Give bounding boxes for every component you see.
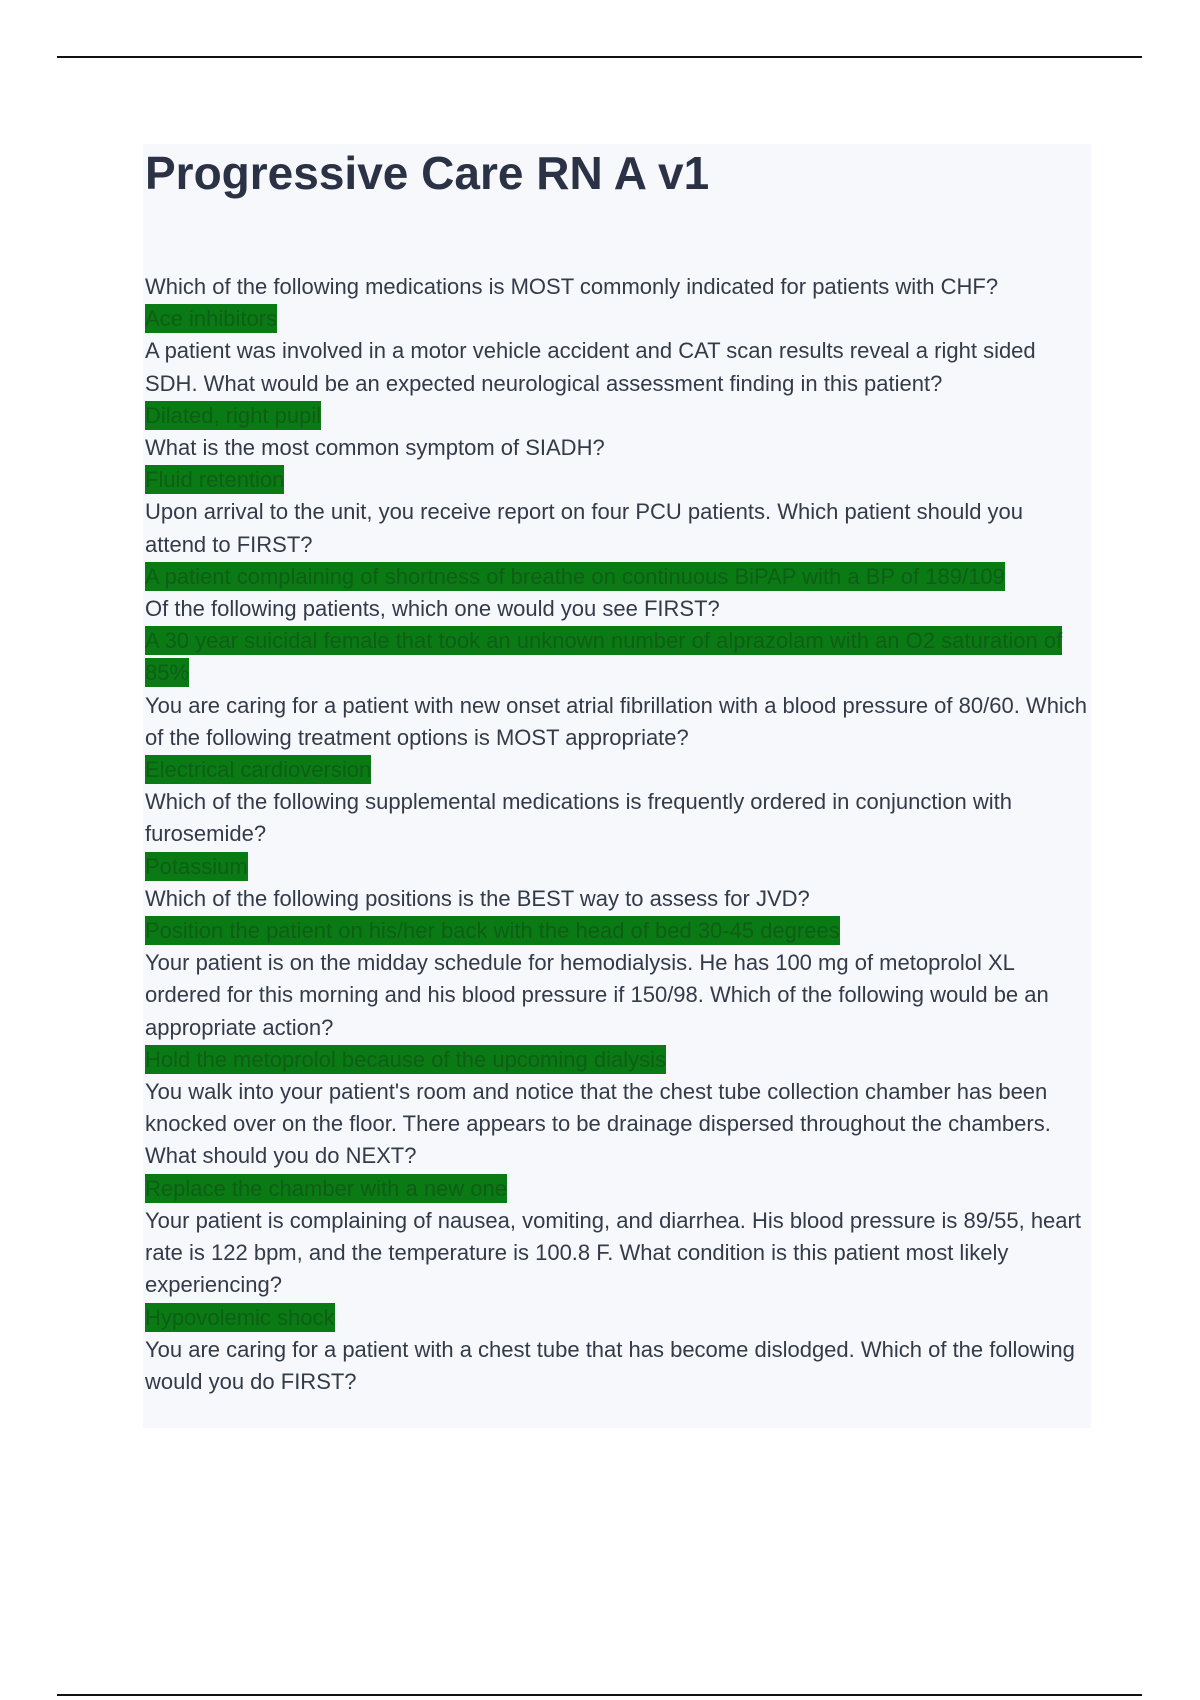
page-title: Progressive Care RN A v1	[145, 147, 710, 199]
question-answer-list	[145, 271, 1090, 1398]
qa-item	[145, 1205, 1090, 1334]
qa-item	[145, 271, 1090, 335]
qa-item	[145, 883, 1090, 947]
answer-line	[145, 1044, 1090, 1076]
qa-item	[145, 593, 1090, 690]
answer-line	[145, 1173, 1090, 1205]
answer-line	[145, 303, 1090, 335]
qa-item	[145, 690, 1090, 787]
question-text: You are caring for a patient with new onset atrial fibrillation with a blood pressure of 80/60. Which of the following treatment options is MOST appropriate?	[145, 692, 1088, 750]
answer-line	[145, 851, 1090, 883]
highlighted-answer: A patient complaining of shortness of breathe on continuous BiPAP with a BP of 189/109	[145, 563, 1005, 589]
question-text: Of the following patients, which one would you see FIRST?	[145, 596, 720, 622]
highlighted-answer: Hold the metoprolol because of the upcoming dialysis	[145, 1046, 666, 1072]
qa-item	[145, 432, 1090, 496]
question-text: Upon arrival to the unit, you receive report on four PCU patients. Which patient should you attend to FIRST?	[145, 499, 1024, 557]
question-text: Your patient is on the midday schedule for hemodialysis. He has 100 mg of metoprolol XL ordered for this morning and his blood pressure if 150/98. Which of the following would be an appropriate action?	[145, 950, 1049, 1040]
top-rule	[57, 56, 1142, 58]
qa-item	[145, 1076, 1090, 1205]
question-text: What is the most common symptom of SIADH?	[145, 435, 605, 461]
question-text: Which of the following supplemental medications is frequently ordered in conjunction with furosemide?	[145, 789, 1013, 847]
bottom-rule	[57, 1694, 1142, 1696]
answer-line	[145, 625, 1090, 689]
qa-item	[145, 1334, 1090, 1398]
answer-line	[145, 1302, 1090, 1334]
answer-line	[145, 754, 1090, 786]
qa-item	[145, 947, 1090, 1076]
qa-item	[145, 335, 1090, 432]
answer-line	[145, 915, 1090, 947]
highlighted-answer: Ace inhibitors	[145, 306, 278, 332]
highlighted-answer: Electrical cardioversion	[145, 757, 372, 783]
answer-line	[145, 561, 1090, 593]
question-text: A patient was involved in a motor vehicle accident and CAT scan results reveal a right sided SDH. What would be an expected neurological assessment finding in this patient?	[145, 338, 1036, 396]
highlighted-answer: Replace the chamber with a new one	[145, 1175, 507, 1201]
question-text: Which of the following positions is the BEST way to assess for JVD?	[145, 885, 810, 911]
highlighted-answer: Hypovolemic shock	[145, 1304, 335, 1330]
question-text: You are caring for a patient with a chest tube that has become dislodged. Which of the following would you do FIRST?	[145, 1336, 1075, 1394]
answer-line	[145, 464, 1090, 496]
answer-line	[145, 400, 1090, 432]
question-text: You walk into your patient's room and notice that the chest tube collection chamber has been knocked over on the floor. There appears to be drainage dispersed throughout the chambers. What should you do NEXT?	[145, 1079, 1051, 1169]
highlighted-answer: Position the patient on his/her back with the head of bed 30-45 degrees	[145, 918, 840, 944]
qa-item	[145, 786, 1090, 883]
highlighted-answer: Dilated, right pupil	[145, 402, 322, 428]
highlighted-answer: Potassium	[145, 853, 248, 879]
highlighted-answer: Fluid retention	[145, 467, 285, 493]
highlighted-answer: A 30 year suicidal female that took an unknown number of alprazolam with an O2 saturation of 85%	[145, 628, 1063, 686]
question-text: Your patient is complaining of nausea, vomiting, and diarrhea. His blood pressure is 89/55, heart rate is 122 bpm, and the temperature is 100.8 F. What condition is this patient most likely experiencing?	[145, 1207, 1081, 1298]
qa-item	[145, 496, 1090, 593]
question-text: Which of the following medications is MOST commonly indicated for patients with CHF?	[145, 274, 999, 299]
